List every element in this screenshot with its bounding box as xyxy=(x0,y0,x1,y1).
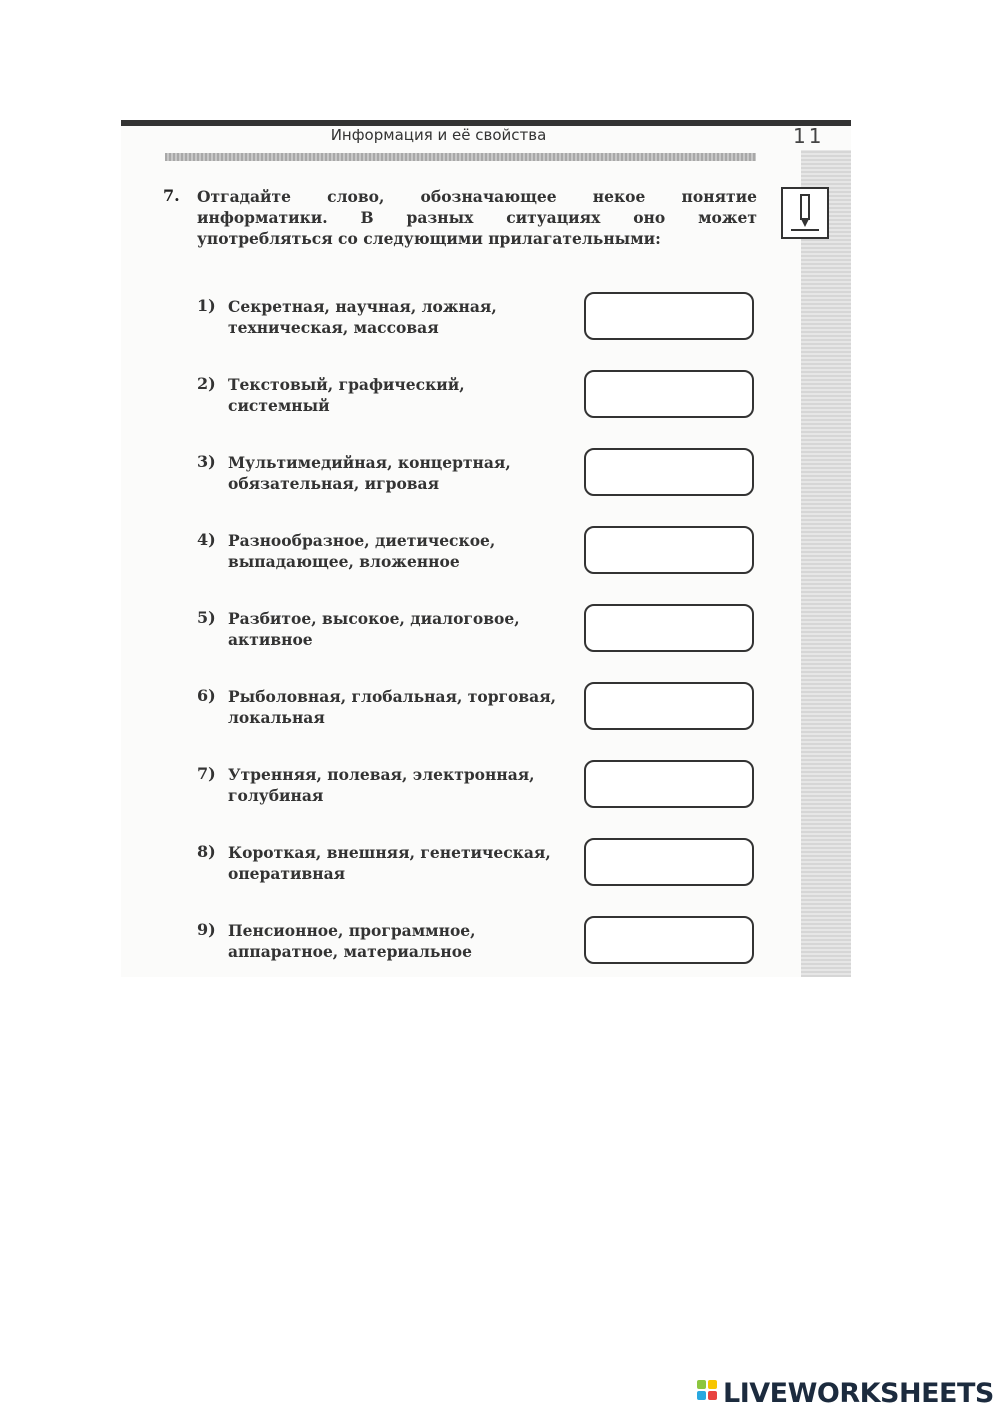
item-number: 3) xyxy=(197,452,216,471)
brand-name: LIVEWORKSHEETS xyxy=(723,1377,994,1409)
list-item xyxy=(121,370,801,448)
list-item xyxy=(121,526,801,604)
item-text: Секретная, научная, ложная, техническая, массовая xyxy=(228,297,497,337)
answer-input-3[interactable] xyxy=(584,448,754,496)
item-number: 2) xyxy=(197,374,216,393)
answer-input-7[interactable] xyxy=(584,760,754,808)
task-instructions: Отгадайте слово, обозначающее некое понятие информатики. В разных ситуациях оно может употребляться со следующими прилагательными: xyxy=(197,187,757,248)
answer-input-1[interactable] xyxy=(584,292,754,340)
answer-input-4[interactable] xyxy=(584,526,754,574)
item-number: 6) xyxy=(197,686,216,705)
side-margin-strip xyxy=(801,150,851,977)
item-number: 7) xyxy=(197,764,216,783)
item-number: 9) xyxy=(197,920,216,939)
list-item xyxy=(121,838,801,916)
item-text: Утренняя, полевая, электронная, голубиная xyxy=(228,765,535,805)
answer-input-6[interactable] xyxy=(584,682,754,730)
item-text: Рыболовная, глобальная, торговая, локальная xyxy=(228,687,557,727)
pencil-icon xyxy=(781,187,829,239)
item-text: Мультимедийная, концертная, обязательная, игровая xyxy=(228,453,511,493)
answer-input-8[interactable] xyxy=(584,838,754,886)
list-item xyxy=(121,292,801,370)
item-text: Пенсионное, программное, аппаратное, материальное xyxy=(228,921,476,961)
page-number: 11 xyxy=(793,124,825,148)
item-number: 4) xyxy=(197,530,216,549)
answer-input-9[interactable] xyxy=(584,916,754,964)
liveworksheets-logo xyxy=(697,1376,994,1410)
item-number: 5) xyxy=(197,608,216,627)
item-number: 8) xyxy=(197,842,216,861)
item-text: Разнообразное, диетическое, выпадающее, вложенное xyxy=(228,531,496,571)
list-item xyxy=(121,760,801,838)
list-item xyxy=(121,682,801,760)
worksheet-scan xyxy=(121,120,851,977)
item-text: Короткая, внешняя, генетическая, оперативная xyxy=(228,843,551,883)
item-text: Текстовый, графический, системный xyxy=(228,375,465,415)
list-item xyxy=(121,604,801,682)
header-divider xyxy=(165,153,756,161)
list-item xyxy=(121,916,801,977)
list-item xyxy=(121,448,801,526)
answer-input-5[interactable] xyxy=(584,604,754,652)
task-number: 7. xyxy=(163,186,180,205)
item-text: Разбитое, высокое, диалоговое, активное xyxy=(228,609,520,649)
item-number: 1) xyxy=(197,296,216,315)
answer-input-2[interactable] xyxy=(584,370,754,418)
liveworksheets-logo-icon xyxy=(697,1378,719,1408)
chapter-title: Информация и её свойства xyxy=(330,126,547,144)
